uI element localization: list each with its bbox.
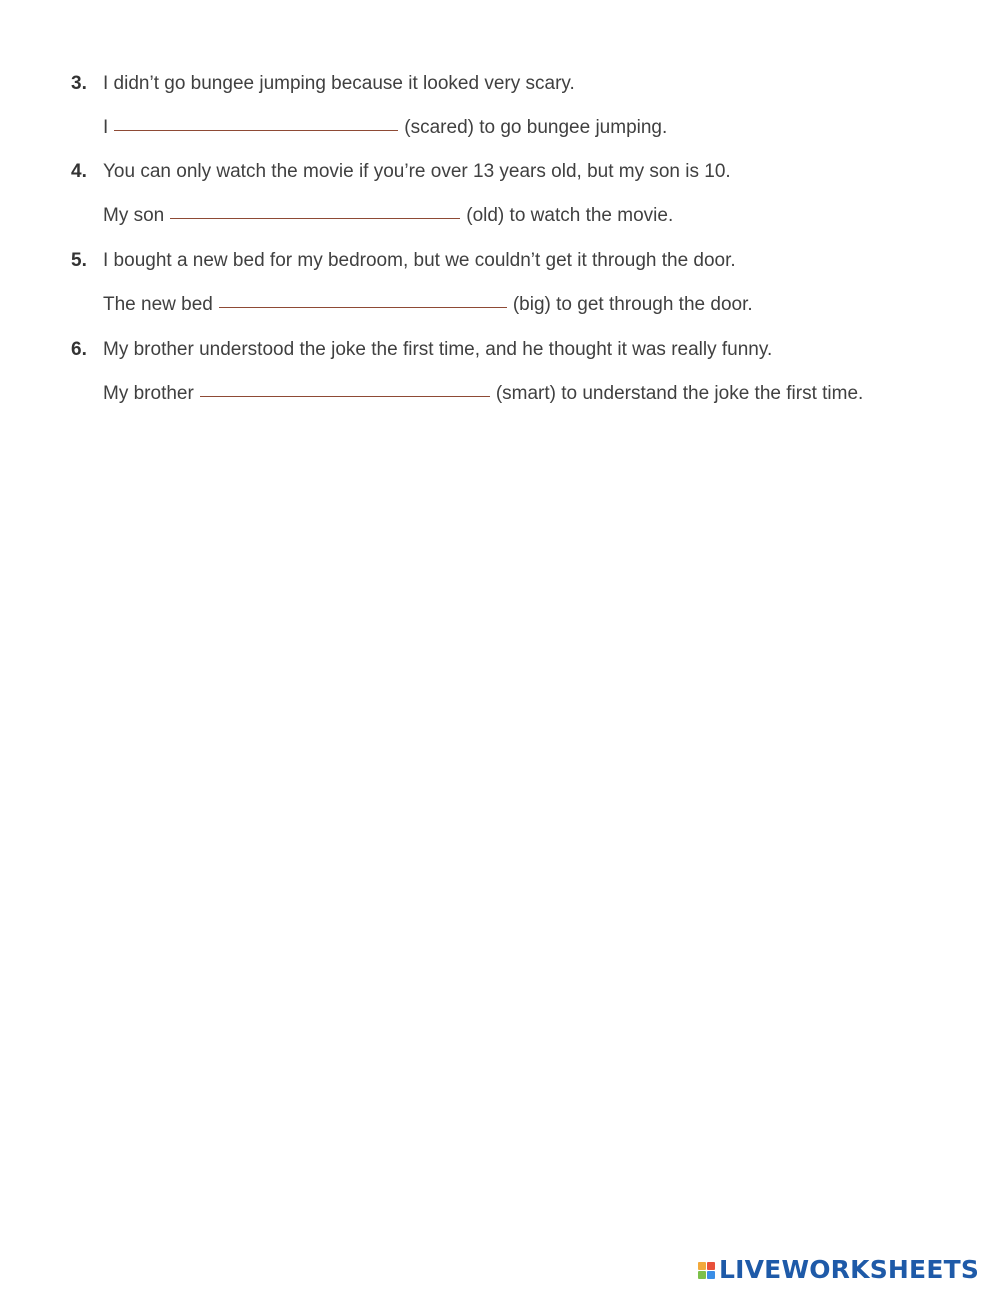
liveworksheets-logo [698, 1256, 979, 1284]
answer-line [103, 204, 673, 228]
answer-blank[interactable] [219, 307, 507, 308]
answer-lead-text: I [103, 117, 109, 138]
question-number: 5. [71, 250, 87, 271]
question-prompt: You can only watch the movie if you’re over 13 years old, but my son is 10. [103, 161, 731, 182]
logo-square-v [698, 1271, 706, 1279]
answer-blank[interactable] [170, 218, 460, 219]
question-line [71, 249, 736, 273]
answer-hint-text: (smart) to understand the joke the first time. [495, 383, 864, 404]
question-number: 6. [71, 339, 87, 360]
answer-hint-text: (big) to get through the door. [512, 294, 753, 315]
logo-square-e [707, 1271, 715, 1279]
question-line [71, 338, 772, 362]
question-line [71, 72, 575, 96]
answer-blank[interactable] [114, 130, 398, 131]
answer-line [103, 293, 753, 317]
answer-lead-text: My son [103, 205, 165, 226]
question-number: 4. [71, 161, 87, 182]
question-prompt: I bought a new bed for my bedroom, but we couldn’t get it through the door. [103, 250, 736, 271]
answer-hint-text: (old) to watch the movie. [466, 205, 674, 226]
answer-blank[interactable] [200, 396, 490, 397]
answer-lead-text: The new bed [103, 294, 213, 315]
logo-square-l [698, 1262, 706, 1270]
answer-hint-text: (scared) to go bungee jumping. [404, 117, 668, 138]
answer-line [103, 382, 863, 406]
question-number: 3. [71, 73, 87, 94]
answer-line [103, 116, 667, 140]
logo-text: LIVEWORKSHEETS [719, 1255, 980, 1284]
question-line [71, 160, 731, 184]
answer-lead-text: My brother [103, 383, 194, 404]
question-prompt: I didn’t go bungee jumping because it looked very scary. [103, 73, 575, 94]
question-prompt: My brother understood the joke the first time, and he thought it was really funny. [103, 339, 773, 360]
logo-square-i [707, 1262, 715, 1270]
liveworksheets-logo-icon [698, 1262, 715, 1279]
